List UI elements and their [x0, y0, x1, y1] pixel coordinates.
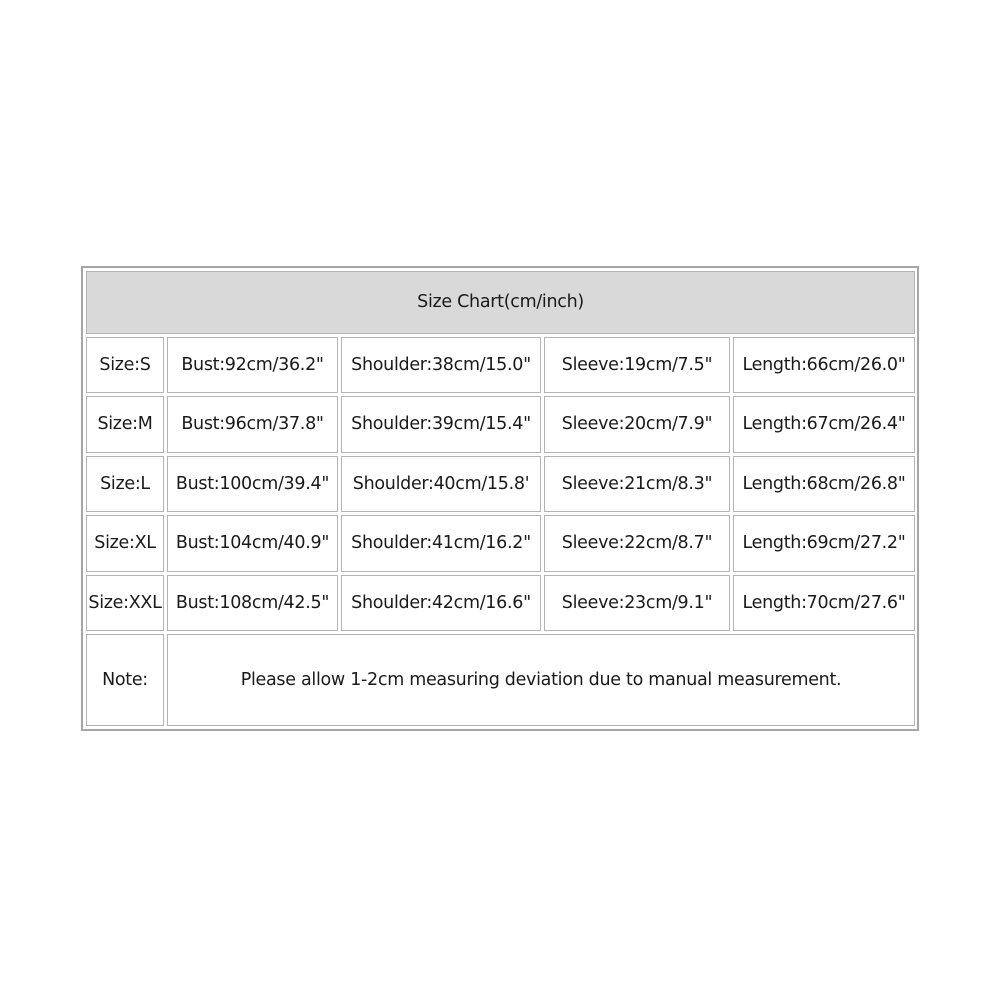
table-row [86, 456, 915, 512]
sleeve-cell: Sleeve:19cm/7.5" [544, 337, 730, 393]
length-cell: Length:68cm/26.8" [733, 456, 915, 512]
length-cell: Length:70cm/27.6" [733, 575, 915, 631]
shoulder-cell: Shoulder:42cm/16.6" [341, 575, 541, 631]
note-row [86, 634, 915, 726]
note-text: Please allow 1-2cm measuring deviation due to manual measurement. [167, 634, 915, 726]
table-row [86, 396, 915, 452]
shoulder-cell: Shoulder:40cm/15.8' [341, 456, 541, 512]
table-row [86, 575, 915, 631]
size-cell: Size:XL [86, 515, 164, 571]
bust-cell: Bust:108cm/42.5" [167, 575, 338, 631]
sleeve-cell: Sleeve:23cm/9.1" [544, 575, 730, 631]
shoulder-cell: Shoulder:38cm/15.0" [341, 337, 541, 393]
bust-cell: Bust:92cm/36.2" [167, 337, 338, 393]
chart-title: Size Chart(cm/inch) [86, 271, 915, 334]
length-cell: Length:66cm/26.0" [733, 337, 915, 393]
length-cell: Length:69cm/27.2" [733, 515, 915, 571]
size-cell: Size:S [86, 337, 164, 393]
note-label: Note: [86, 634, 164, 726]
size-chart-table [83, 268, 918, 729]
size-cell: Size:L [86, 456, 164, 512]
sleeve-cell: Sleeve:20cm/7.9" [544, 396, 730, 452]
sleeve-cell: Sleeve:21cm/8.3" [544, 456, 730, 512]
bust-cell: Bust:104cm/40.9" [167, 515, 338, 571]
table-row [86, 337, 915, 393]
size-cell: Size:M [86, 396, 164, 452]
length-cell: Length:67cm/26.4" [733, 396, 915, 452]
table-row [86, 515, 915, 571]
sleeve-cell: Sleeve:22cm/8.7" [544, 515, 730, 571]
size-chart-frame [81, 266, 919, 731]
bust-cell: Bust:100cm/39.4" [167, 456, 338, 512]
title-row [86, 271, 915, 334]
shoulder-cell: Shoulder:39cm/15.4" [341, 396, 541, 452]
shoulder-cell: Shoulder:41cm/16.2" [341, 515, 541, 571]
size-cell: Size:XXL [86, 575, 164, 631]
bust-cell: Bust:96cm/37.8" [167, 396, 338, 452]
